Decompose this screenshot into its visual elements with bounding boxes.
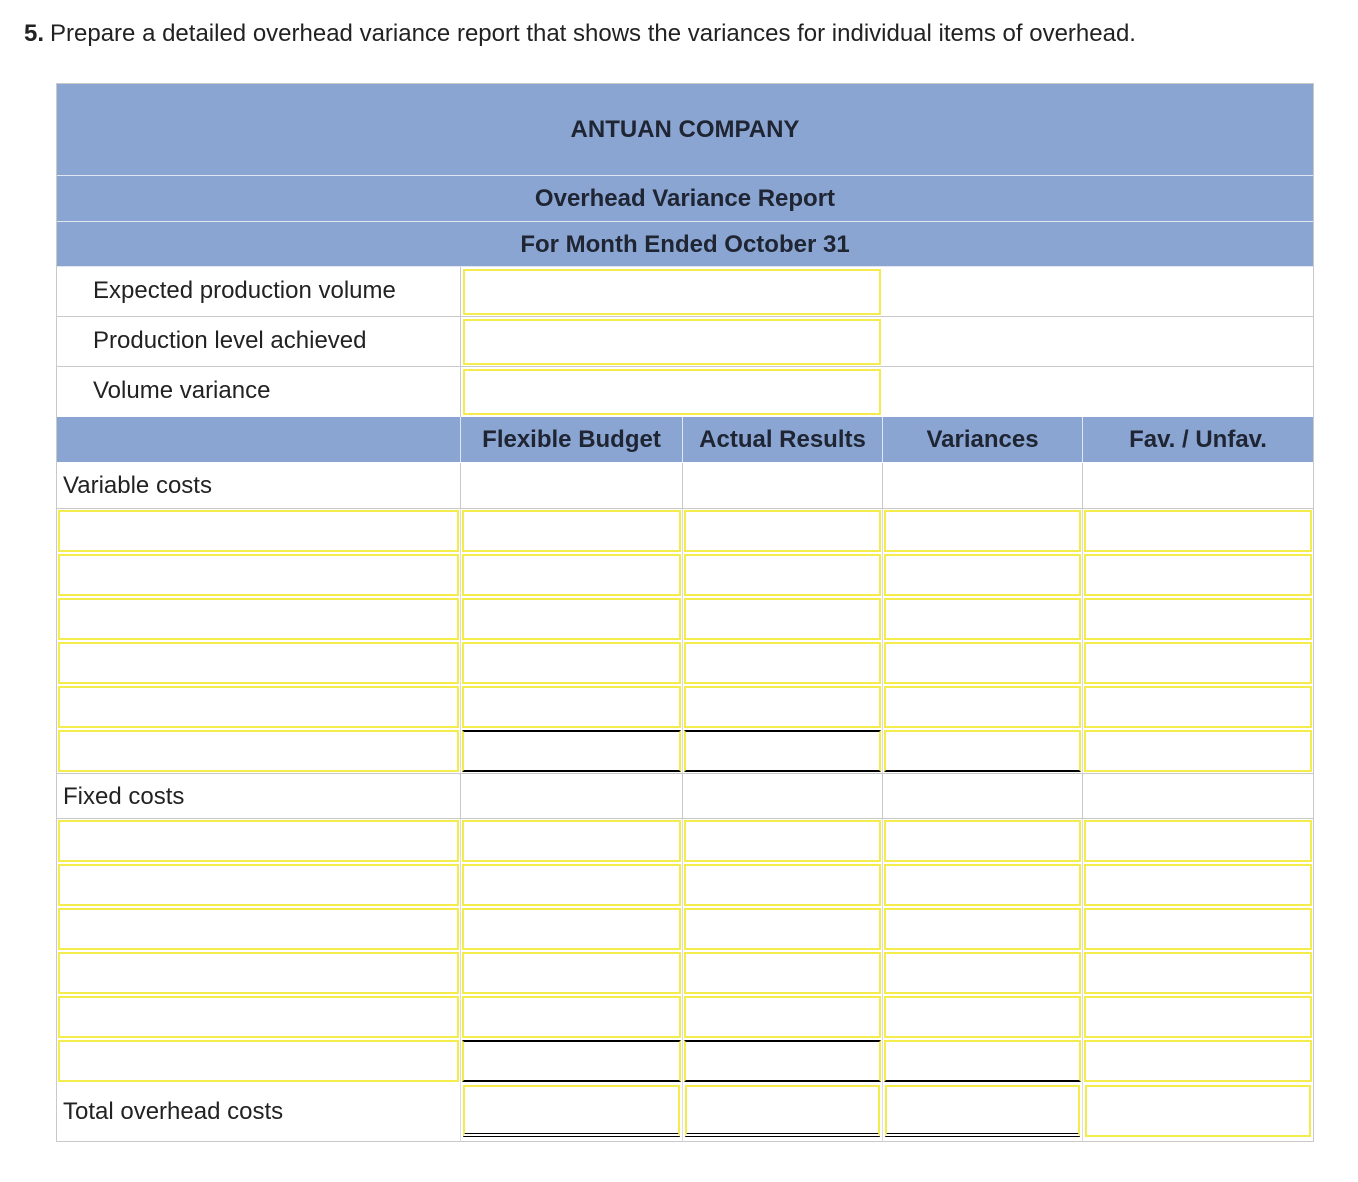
question-prompt: Prepare a detailed overhead variance report that shows the variances for individual items of overhead.: [50, 20, 1136, 47]
flexible-budget-input[interactable]: [462, 642, 681, 684]
variance-input[interactable]: [884, 598, 1081, 640]
total-actual-results-input[interactable]: [685, 1085, 880, 1137]
actual-results-input[interactable]: [684, 820, 881, 862]
expected-volume-label: Expected production volume: [57, 267, 461, 316]
achieved-volume-input[interactable]: [463, 319, 881, 365]
volume-variance-input[interactable]: [463, 369, 881, 415]
fixed-cost-row: [57, 995, 1313, 1039]
variance-input[interactable]: [884, 554, 1081, 596]
question-text: [24, 20, 1136, 48]
flexible-budget-input[interactable]: [462, 730, 681, 772]
fav-unfav-input[interactable]: [1084, 864, 1312, 906]
report-period: For Month Ended October 31: [57, 222, 1313, 267]
fav-unfav-input[interactable]: [1084, 730, 1312, 772]
variance-input[interactable]: [884, 820, 1081, 862]
fav-unfav-input[interactable]: [1084, 510, 1312, 552]
actual-results-input[interactable]: [684, 554, 881, 596]
item-name-input[interactable]: [58, 554, 459, 596]
overhead-variance-report: [56, 83, 1314, 1142]
variable-cost-total-row: [57, 729, 1313, 773]
item-name-input[interactable]: [58, 820, 459, 862]
fav-unfav-input[interactable]: [1084, 1040, 1312, 1082]
variance-input[interactable]: [884, 996, 1081, 1038]
flexible-budget-input[interactable]: [462, 996, 681, 1038]
fav-unfav-input[interactable]: [1084, 952, 1312, 994]
actual-results-input[interactable]: [684, 996, 881, 1038]
item-name-input[interactable]: [58, 598, 459, 640]
item-name-input[interactable]: [58, 864, 459, 906]
fixed-costs-header-row: [57, 773, 1313, 819]
total-overhead-label: Total overhead costs: [57, 1083, 461, 1141]
fav-unfav-input[interactable]: [1084, 908, 1312, 950]
variance-input[interactable]: [884, 730, 1081, 772]
flexible-budget-input[interactable]: [462, 1040, 681, 1082]
variable-cost-row: [57, 553, 1313, 597]
question-number: 5.: [24, 20, 45, 47]
item-name-input[interactable]: [58, 996, 459, 1038]
actual-results-input[interactable]: [684, 510, 881, 552]
flexible-budget-input[interactable]: [462, 510, 681, 552]
volume-variance-row: [57, 367, 1313, 417]
total-overhead-row: [57, 1083, 1313, 1141]
variance-input[interactable]: [884, 952, 1081, 994]
actual-results-input[interactable]: [684, 952, 881, 994]
variable-cost-row: [57, 509, 1313, 553]
variable-costs-label: Variable costs: [57, 463, 461, 508]
item-name-input[interactable]: [58, 642, 459, 684]
variance-input[interactable]: [884, 908, 1081, 950]
item-name-input[interactable]: [58, 1040, 459, 1082]
fav-unfav-input[interactable]: [1084, 642, 1312, 684]
company-name: ANTUAN COMPANY: [57, 84, 1313, 176]
fixed-cost-total-row: [57, 1039, 1313, 1083]
variance-input[interactable]: [884, 1040, 1081, 1082]
flexible-budget-input[interactable]: [462, 820, 681, 862]
col-fav-unfav: Fav. / Unfav.: [1129, 426, 1267, 453]
fav-unfav-input[interactable]: [1084, 686, 1312, 728]
variance-input[interactable]: [884, 642, 1081, 684]
fav-unfav-input[interactable]: [1084, 554, 1312, 596]
fav-unfav-input[interactable]: [1084, 598, 1312, 640]
flexible-budget-input[interactable]: [462, 952, 681, 994]
achieved-volume-row: [57, 317, 1313, 367]
item-name-input[interactable]: [58, 730, 459, 772]
variable-cost-row: [57, 641, 1313, 685]
actual-results-input[interactable]: [684, 908, 881, 950]
flexible-budget-input[interactable]: [462, 598, 681, 640]
expected-volume-input[interactable]: [463, 269, 881, 315]
column-header-row: [57, 417, 1313, 463]
fixed-cost-row: [57, 819, 1313, 863]
col-variances: Variances: [883, 417, 1083, 462]
item-name-input[interactable]: [58, 686, 459, 728]
fav-unfav-input[interactable]: [1084, 996, 1312, 1038]
variance-input[interactable]: [884, 510, 1081, 552]
fixed-cost-row: [57, 951, 1313, 995]
variance-input[interactable]: [884, 864, 1081, 906]
col-flexible-budget: Flexible Budget: [461, 417, 683, 462]
volume-variance-label: Volume variance: [57, 367, 461, 417]
actual-results-input[interactable]: [684, 642, 881, 684]
actual-results-input[interactable]: [684, 686, 881, 728]
flexible-budget-input[interactable]: [462, 908, 681, 950]
fav-unfav-input[interactable]: [1084, 820, 1312, 862]
fixed-cost-row: [57, 863, 1313, 907]
fixed-costs-label: Fixed costs: [57, 774, 461, 818]
total-fav-unfav-input[interactable]: [1085, 1085, 1311, 1137]
item-name-input[interactable]: [58, 908, 459, 950]
actual-results-input[interactable]: [684, 730, 881, 772]
achieved-volume-label: Production level achieved: [57, 317, 461, 366]
flexible-budget-input[interactable]: [462, 864, 681, 906]
variable-cost-row: [57, 597, 1313, 641]
variable-costs-header-row: [57, 463, 1313, 509]
item-name-input[interactable]: [58, 510, 459, 552]
fixed-cost-row: [57, 907, 1313, 951]
flexible-budget-input[interactable]: [462, 554, 681, 596]
actual-results-input[interactable]: [684, 598, 881, 640]
total-variance-input[interactable]: [885, 1085, 1080, 1137]
item-name-input[interactable]: [58, 952, 459, 994]
report-title: Overhead Variance Report: [57, 176, 1313, 222]
actual-results-input[interactable]: [684, 1040, 881, 1082]
variable-cost-row: [57, 685, 1313, 729]
expected-volume-row: [57, 267, 1313, 317]
variance-input[interactable]: [884, 686, 1081, 728]
col-actual-results: Actual Results: [683, 417, 883, 462]
actual-results-input[interactable]: [684, 864, 881, 906]
total-flexible-budget-input[interactable]: [463, 1085, 680, 1137]
flexible-budget-input[interactable]: [462, 686, 681, 728]
